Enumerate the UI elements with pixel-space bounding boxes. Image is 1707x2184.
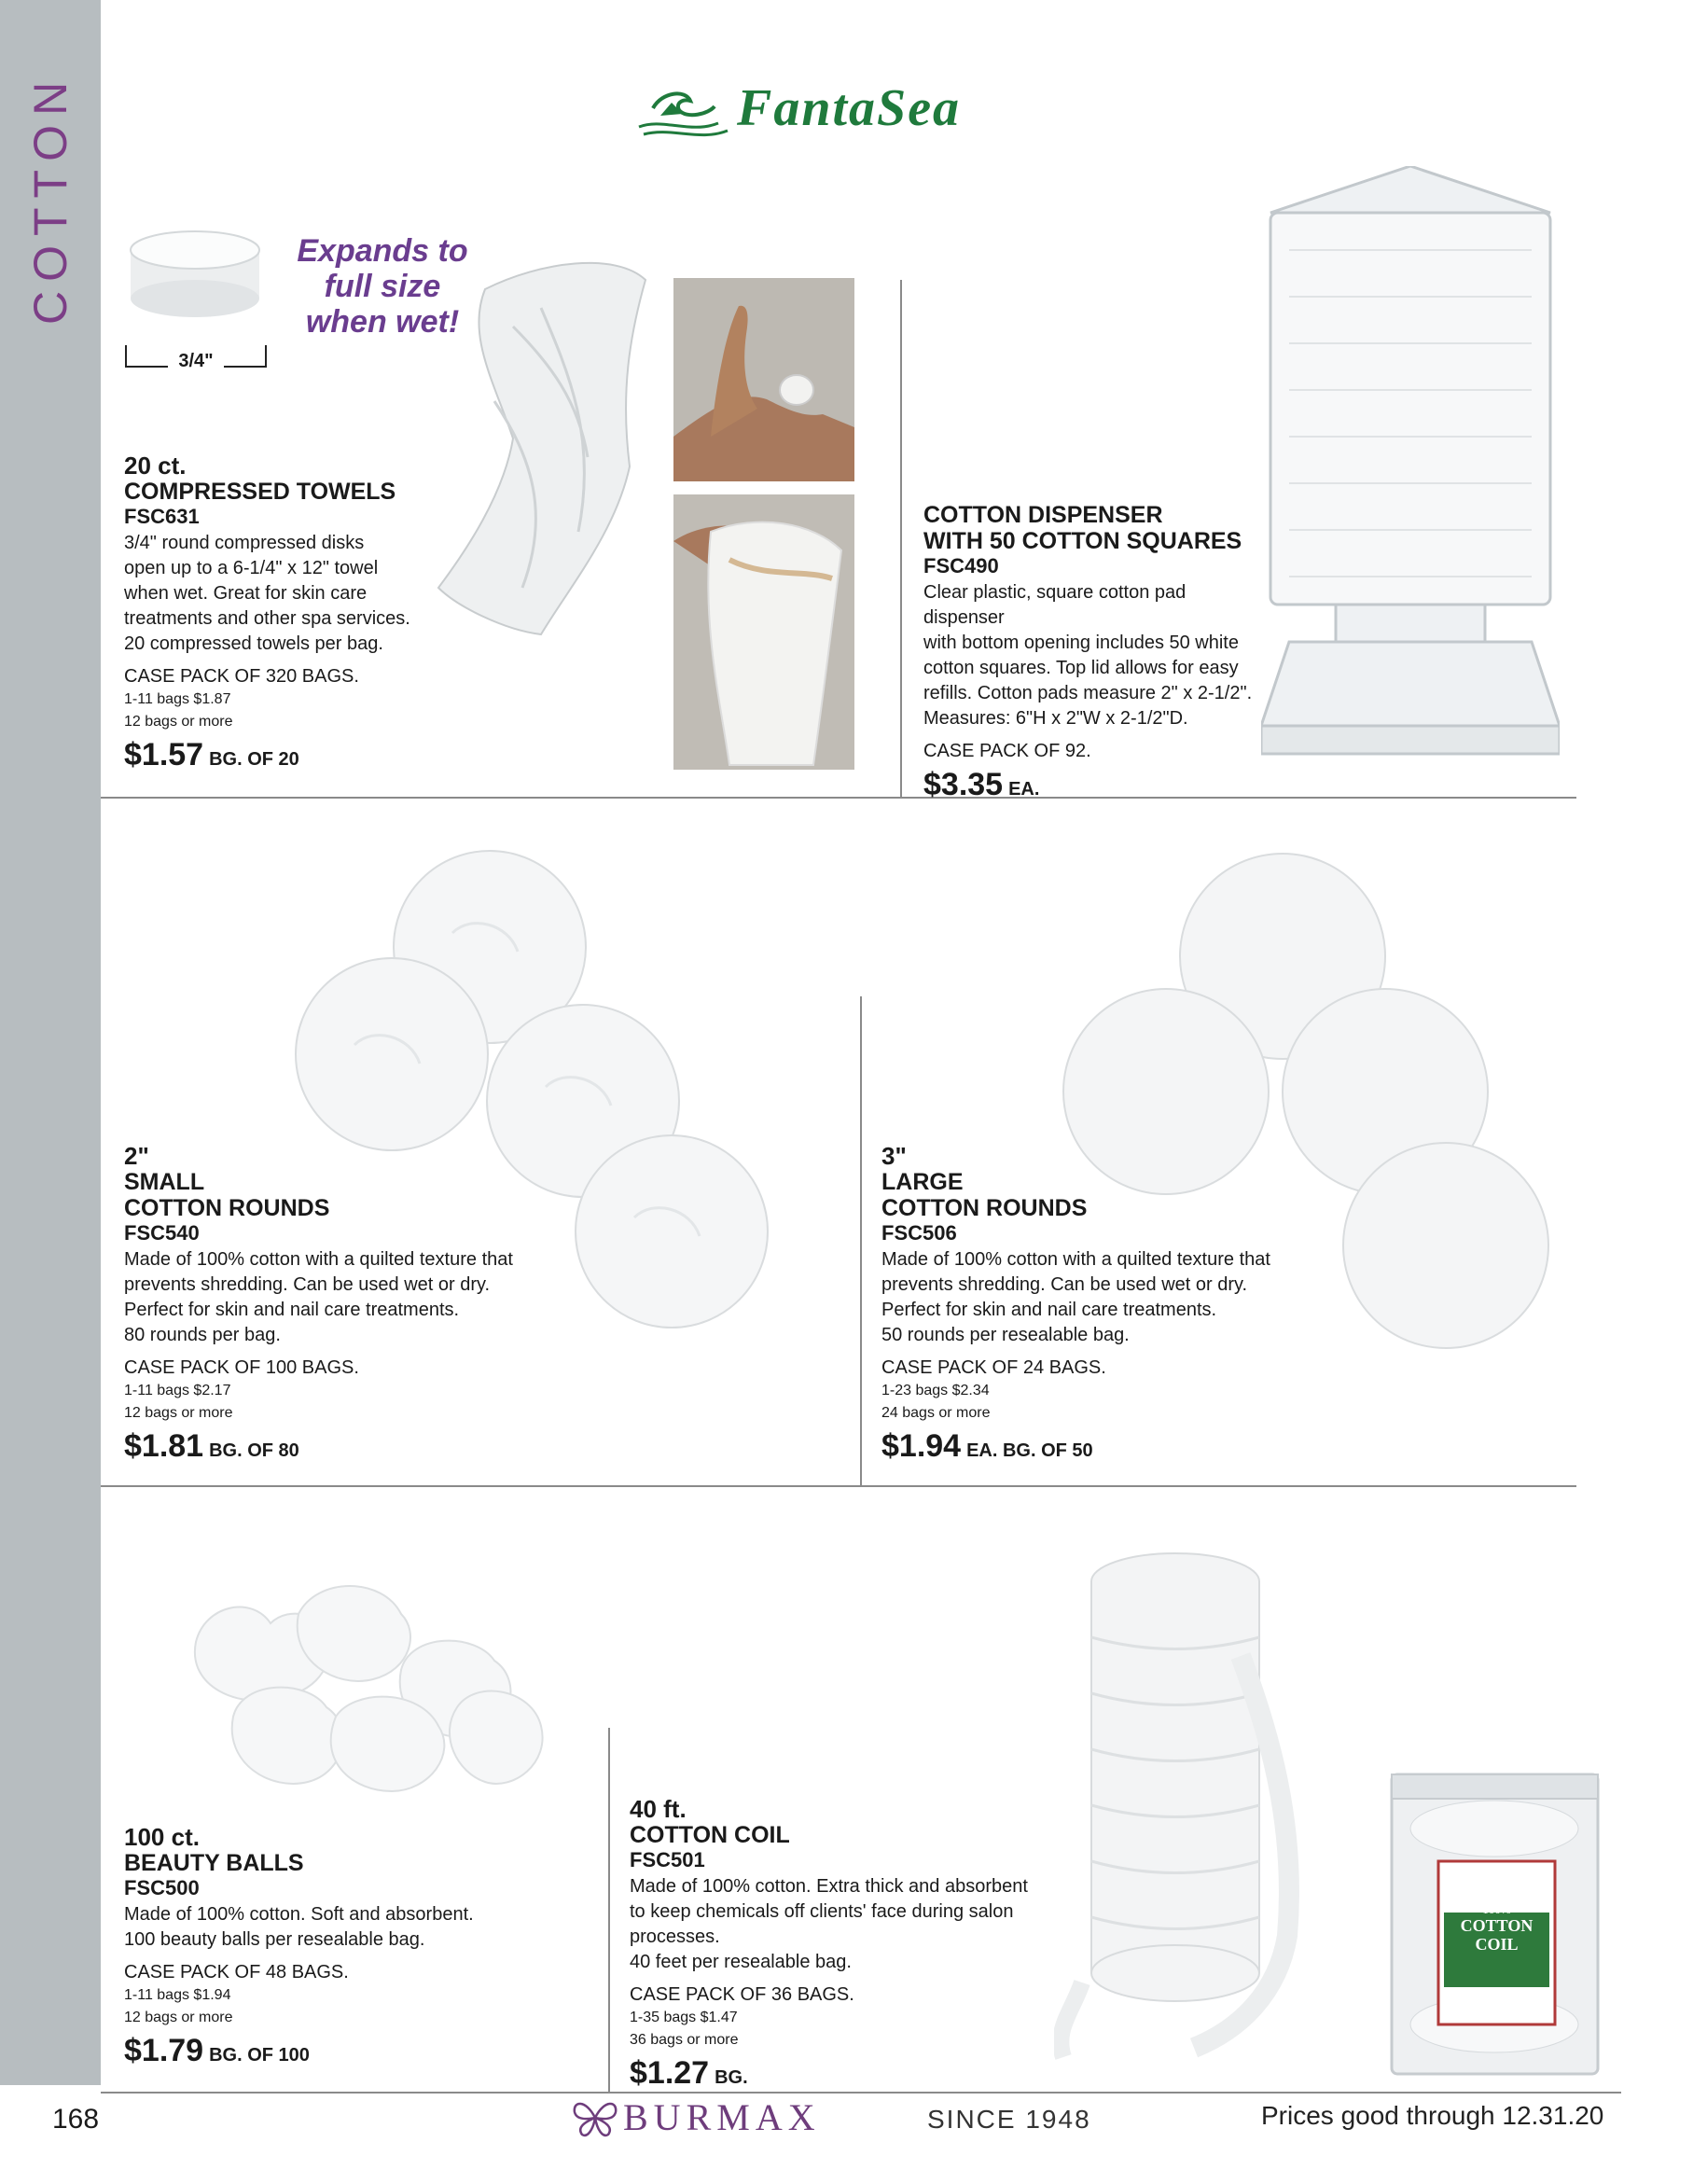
desc-line: refills. Cotton pads measure 2" x 2-1/2". <box>923 683 1253 703</box>
product-sku: FSC500 <box>124 1876 200 1899</box>
expands-line-1: Expands to <box>297 233 468 269</box>
product-large-cotton-rounds <box>881 1143 1292 1465</box>
product-sku: FSC490 <box>923 554 999 577</box>
price-unit: BG. OF 80 <box>209 1440 299 1461</box>
product-name-line-2: COTTON ROUNDS <box>124 1195 330 1221</box>
price: $3.35 <box>923 767 1004 802</box>
coil-bag-line-2: COTTON <box>1460 1916 1534 1935</box>
expands-line-2: full size <box>324 269 441 304</box>
product-sku: FSC506 <box>881 1221 957 1245</box>
product-cotton-dispenser <box>923 502 1259 803</box>
product-description <box>923 580 1259 731</box>
product-name: SMALL <box>124 1169 205 1195</box>
product-description <box>124 1247 534 1348</box>
product-qty: 2" <box>124 1142 149 1170</box>
product-sku: FSC540 <box>124 1221 200 1245</box>
desc-line: 40 feet per resealable bag. <box>630 1952 852 1972</box>
price-tier: 12 bags or more <box>124 714 233 730</box>
coil-bag-line-3: COIL <box>1475 1935 1519 1954</box>
product-name: LARGE <box>881 1169 964 1195</box>
product-qty: 3" <box>881 1142 907 1170</box>
desc-line: 20 compressed towels per bag. <box>124 633 383 654</box>
product-sku: FSC631 <box>124 505 200 528</box>
desc-line: open up to a 6-1/4" x 12" towel <box>124 558 379 578</box>
case-pack: CASE PACK OF 100 BAGS. <box>124 1357 359 1378</box>
product-small-cotton-rounds <box>124 1143 534 1465</box>
price-tier: 24 bags or more <box>881 1405 991 1421</box>
price-line <box>881 1428 1292 1465</box>
desc-line: Made of 100% cotton with a quilted texture that <box>881 1249 1270 1270</box>
prices-good-through: Prices good through 12.31.20 <box>1261 2101 1604 2130</box>
desc-line: prevents shredding. Can be used wet or dry. <box>124 1274 491 1295</box>
divider-row3 <box>608 1728 610 2092</box>
divider-h3 <box>101 2092 1621 2094</box>
product-beauty-balls <box>124 1824 534 2069</box>
price-line <box>124 737 432 773</box>
desc-line: prevents shredding. Can be used wet or dry. <box>881 1274 1248 1295</box>
desc-line: Perfect for skin and nail care treatments. <box>881 1300 1217 1320</box>
case-pack: CASE PACK OF 48 BAGS. <box>124 1962 349 1982</box>
case-pack: CASE PACK OF 320 BAGS. <box>124 666 359 687</box>
page-number: 168 <box>52 2104 100 2135</box>
desc-line: to keep chemicals off clients' face during salon processes. <box>630 1901 1014 1947</box>
product-name: COTTON DISPENSER <box>923 502 1163 528</box>
desc-line: with bottom opening includes 50 white <box>923 633 1239 653</box>
cotton-coil-photo <box>1054 1544 1334 2066</box>
footer-since: SINCE 1948 <box>927 2105 1091 2134</box>
product-sku: FSC501 <box>630 1848 705 1871</box>
desc-line: Clear plastic, square cotton pad dispenser <box>923 582 1187 628</box>
price-tier: 12 bags or more <box>124 1405 233 1421</box>
desc-line: 50 rounds per resealable bag. <box>881 1325 1130 1345</box>
product-description <box>124 531 432 657</box>
price-line <box>630 2055 1096 2092</box>
price-line <box>124 1428 534 1465</box>
brand-wordmark: FantaSea <box>737 79 962 137</box>
desc-line: cotton squares. Top lid allows for easy <box>923 658 1239 678</box>
footer-brand: BURMAX <box>623 2096 821 2138</box>
butterfly-icon <box>571 2097 619 2138</box>
price: $1.81 <box>124 1428 204 1464</box>
product-name: COTTON COIL <box>630 1822 790 1848</box>
desc-line: Measures: 6"H x 2"W x 2-1/2"D. <box>923 708 1188 729</box>
desc-line: 3/4" round compressed disks <box>124 533 365 553</box>
desc-line: when wet. Great for skin care <box>124 583 368 604</box>
price-tier: 1-23 bags $2.34 <box>881 1383 990 1398</box>
product-qty: 40 ft. <box>630 1795 687 1823</box>
price: $1.27 <box>630 2055 710 2091</box>
price-tier: 1-11 bags $1.94 <box>124 1987 231 2003</box>
expands-line-3: when wet! <box>305 304 460 340</box>
product-name-line-2: COTTON ROUNDS <box>881 1195 1088 1221</box>
divider-row2 <box>860 996 862 1485</box>
divider-h1 <box>101 797 1576 799</box>
product-qty: 100 ct. <box>124 1823 200 1851</box>
desc-line: Made of 100% cotton. Soft and absorbent. <box>124 1904 474 1925</box>
coil-bag-label <box>1444 1903 1549 1954</box>
price-line <box>923 767 1259 803</box>
price-tier: 36 bags or more <box>630 2032 739 2048</box>
category-label: COTTON <box>24 72 76 325</box>
price: $1.94 <box>881 1428 962 1464</box>
price-unit: EA. BG. OF 50 <box>966 1440 1093 1461</box>
price-unit: BG. <box>715 2067 748 2088</box>
coil-bag-line-1: 100% <box>1482 1902 1511 1916</box>
price-tier: 1-11 bags $1.87 <box>124 691 231 707</box>
desc-line: 80 rounds per bag. <box>124 1325 281 1345</box>
beauty-balls-photo <box>177 1577 569 1801</box>
product-cotton-coil <box>630 1796 1096 2092</box>
case-pack: CASE PACK OF 24 BAGS. <box>881 1357 1106 1378</box>
price-unit: BG. OF 100 <box>209 2045 310 2066</box>
compressed-disk-photo <box>125 230 265 323</box>
product-description <box>124 1902 534 1953</box>
price-tier: 12 bags or more <box>124 2010 233 2025</box>
product-compressed-towels <box>124 452 432 773</box>
divider-h2 <box>101 1485 1576 1487</box>
divider-row1 <box>900 280 902 798</box>
desc-line: Perfect for skin and nail care treatments. <box>124 1300 460 1320</box>
price-line <box>124 2033 534 2069</box>
price-unit: BG. OF 20 <box>209 749 299 770</box>
desc-line: treatments and other spa services. <box>124 608 410 629</box>
product-description <box>881 1247 1292 1348</box>
price-unit: EA. <box>1008 779 1040 800</box>
product-name: BEAUTY BALLS <box>124 1850 304 1876</box>
price-tier: 1-35 bags $1.47 <box>630 2010 738 2025</box>
desc-line: Made of 100% cotton with a quilted texture that <box>124 1249 513 1270</box>
product-name-line-2: WITH 50 COTTON SQUARES <box>923 528 1242 554</box>
price-tier: 1-11 bags $2.17 <box>124 1383 231 1398</box>
towel-photo <box>429 252 653 644</box>
price: $1.79 <box>124 2033 204 2068</box>
product-description <box>630 1874 1096 1975</box>
case-pack: CASE PACK OF 36 BAGS. <box>630 1984 854 2005</box>
cotton-dispenser-photo <box>1261 166 1560 771</box>
price: $1.57 <box>124 737 204 772</box>
dimension-label: 3/4" <box>168 351 224 372</box>
hand-disk-photo <box>673 278 854 481</box>
product-qty: 20 ct. <box>124 452 187 480</box>
hand-towel-photo <box>673 494 854 770</box>
desc-line: 100 beauty balls per resealable bag. <box>124 1929 425 1950</box>
case-pack: CASE PACK OF 92. <box>923 741 1091 761</box>
desc-line: Made of 100% cotton. Extra thick and absorbent <box>630 1876 1028 1897</box>
product-name: COMPRESSED TOWELS <box>124 479 396 505</box>
